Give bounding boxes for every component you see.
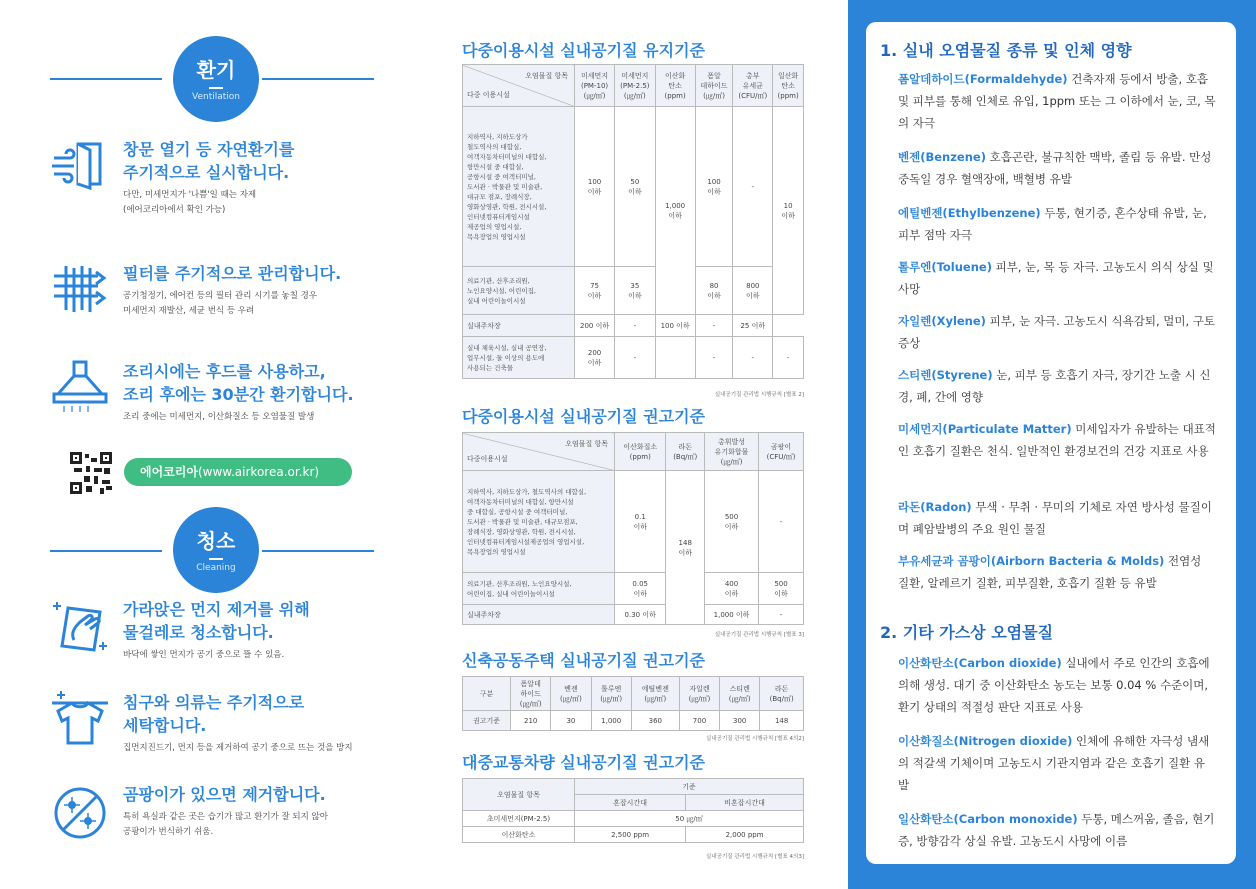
laundry-shirt-icon	[50, 691, 110, 751]
table3-cell: 1,000	[591, 711, 631, 731]
table1-row4-label: 실내 체육시설, 실내 공연장, 업무시설, 둘 이상의 용도에 사용되는 건축물	[463, 337, 575, 379]
table3-cell: 360	[631, 711, 679, 731]
table1-col-bacteria: 총부 유세균 (CFU/㎥)	[733, 65, 773, 107]
table4-title: 대중교통차량 실내공기질 권고기준	[462, 753, 705, 772]
table2-col-no2: 이산화질소 (ppm)	[615, 433, 666, 471]
table2-col-mold: 곰팡이 (CFU/㎥)	[759, 433, 804, 471]
airkorea-link-url: (www.airkorea.or.kr)	[197, 465, 320, 479]
left-column	[0, 0, 430, 889]
airkorea-link-name: 에어코리아	[140, 465, 198, 479]
info-item: 톨루엔(Toluene) 피부, 눈, 목 등 자극. 고농도시 의식 상실 및 사망	[898, 260, 1214, 296]
info-item: 일산화탄소(Carbon monoxide) 두통, 메스꺼움, 졸음, 현기증, 방향감각 상실 유발. 고농도시 사망에 이름	[898, 812, 1215, 848]
clean-item-mold-desc: 특히 욕실과 같은 곳은 습기가 많고 환기가 잘 되지 않아 공팡이가 번식하기 쉬움.	[123, 812, 328, 837]
table3-cell: 148	[760, 711, 804, 731]
clean-item-mop-desc: 바닥에 쌓인 먼지가 공기 중으로 뜰 수 있음.	[123, 650, 285, 660]
table1-cell: -	[733, 107, 773, 267]
table1-col-pm10: 미세먼지 (PM-10) (㎍/㎥)	[575, 65, 615, 107]
table1-cell: 75 이하	[575, 267, 615, 315]
ventilation-badge	[173, 36, 259, 122]
table4-cell: 2,000 ppm	[686, 827, 804, 843]
table2-cell: 0.30 이하	[615, 605, 666, 625]
table2-col-voc: 총휘발성 유기화합물 (㎍/㎥)	[705, 433, 759, 471]
table2-cell: 0.1 이하	[615, 471, 666, 573]
table3-cell: 700	[679, 711, 719, 731]
table2-cell: 1,000 이하	[705, 605, 759, 625]
vent-item-natural-desc: 다만, 미세먼지가 '나쁨'일 때는 자제 (에어코리아에서 확인 가능)	[123, 190, 257, 215]
table1-corner: 오염물질 항목 다중 이용시설	[463, 65, 575, 107]
table1-cell: -	[615, 315, 655, 337]
table3-cell: 210	[511, 711, 551, 731]
cleaning-badge	[173, 507, 259, 593]
table2-cell: 500 이하	[759, 573, 804, 605]
table4-sub-offpeak: 비혼잡시간대	[686, 795, 804, 811]
filter-icon	[50, 262, 110, 322]
table1-cell	[655, 337, 695, 379]
table4-cell: 초미세먼지(PM-2.5)	[463, 811, 575, 827]
table3-head: 벤젠 (㎍/㎥)	[551, 677, 591, 711]
section1-heading: 1. 실내 오염물질 종류 및 인체 영향	[880, 41, 1132, 60]
table1	[462, 64, 804, 379]
table3-head: 에틸벤젠 (㎍/㎥)	[631, 677, 679, 711]
table4	[462, 778, 804, 843]
info-item: 라돈(Radon) 무색 · 무취 · 무미의 기체로 자연 방사성 물질이며 폐암발병의 주요 원인 물질	[898, 500, 1212, 536]
info-item: 자일렌(Xylene) 피부, 눈 자극. 고농도시 식욕감퇴, 멀미, 구토 증상	[898, 314, 1215, 350]
ventilation-divider-right	[262, 78, 374, 80]
cleaning-title: 청소	[196, 529, 236, 553]
table1-col-pm25: 미세먼지 (PM-2.5) (㎍/㎥)	[615, 65, 655, 107]
range-hood-icon	[50, 360, 110, 420]
table2	[462, 432, 804, 625]
table1-cell: 35 이하	[615, 267, 655, 315]
clean-item-laundry-desc: 집먼지진드기, 먼지 등을 제거하여 공기 중으로 뜨는 것을 방지	[123, 743, 353, 753]
table1-cell: 800 이하	[733, 267, 773, 315]
table1-row2-label: 의료기관, 산후조리원, 노인요양시설, 어린이집, 실내 어린이놀이시설	[463, 267, 575, 315]
table1-cell: 100 이하	[655, 315, 695, 337]
table1-cell: -	[733, 337, 773, 379]
table2-row1-label: 지하역사, 지하도상가, 철도역사의 대합실, 여객자동차터미널의 대합실, 항만시설 중 대합실, 공항시설 중 여객터미널, 도서관 · 박물관 및 미술관, 대규모점포, 장례식장, 영화상영관, 학원, 전시시설, 인터넷컴퓨터게임시설제공업의 영업시설, 목욕장업의 영업시설	[463, 471, 615, 573]
table3-head: 구분	[463, 677, 511, 711]
vent-item-hood-desc: 조리 중에는 미세먼지, 이산화질소 등 오염물질 발생	[123, 412, 315, 422]
table2-row3-label: 실내주차장	[463, 605, 615, 625]
ventilation-title: 환기	[196, 58, 236, 82]
info-item: 미세먼지(Particulate Matter) 미세입자가 유발하는 대표적인 호흡기 질환은 천식. 일반적인 환경보건의 건강 지표로 사용	[898, 422, 1216, 458]
clean-item-laundry-head: 침구와 의류는 주기적으로 세탁합니다.	[123, 693, 305, 735]
vent-item-filter-desc: 공기청정기, 에어컨 등의 필터 관리 시기를 놓칠 경우 미세먼지 재발산, 세균 번식 등 우려	[123, 291, 318, 316]
ventilation-subtitle: Ventilation	[192, 92, 240, 102]
airkorea-link-button[interactable]	[124, 458, 352, 486]
vent-item-filter-head: 필터를 주기적으로 관리합니다.	[123, 264, 342, 283]
table1-cell: 80 이하	[695, 267, 733, 315]
table3-head: 톨루엔 (㎍/㎥)	[591, 677, 631, 711]
table2-title: 다중이용시설 실내공기질 권고기준	[462, 407, 705, 426]
table2-row2-label: 의료기관, 산후조리원, 노인요양시설, 어린이집, 실내 어린이놀이시설	[463, 573, 615, 605]
table3	[462, 676, 804, 731]
table3-head: 스티렌 (㎍/㎥)	[720, 677, 760, 711]
table3-cell: 300	[720, 711, 760, 731]
wet-mop-hand-icon	[50, 598, 110, 658]
table3-title: 신축공동주택 실내공기질 권고기준	[462, 651, 705, 670]
info-item: 부유세균과 곰팡이(Airborn Bacteria & Molds) 전염성 질환, 알레르기 질환, 피부질환, 호흡기 질환 등 유발	[898, 554, 1202, 590]
table1-cell: -	[773, 337, 804, 379]
table1-cell: 50 이하	[615, 107, 655, 267]
table3-head: 폼알데 하이드 (㎍/㎥)	[511, 677, 551, 711]
table1-note: 실내공기질 관리법 시행규칙 [별표 2]	[714, 392, 804, 398]
table3-cell: 권고기준	[463, 711, 511, 731]
table1-cell: -	[615, 337, 655, 379]
section2-heading: 2. 기타 가스상 오염물질	[880, 623, 1054, 642]
clean-item-mold-head: 곰팡이가 있으면 제거합니다.	[123, 785, 326, 804]
mold-icon	[50, 783, 110, 843]
info-item: 에틸벤젠(Ethylbenzene) 두통, 현기증, 혼수상태 유발, 눈, 피부 점막 자극	[898, 206, 1207, 242]
ventilation-divider-left	[50, 78, 162, 80]
table1-cell: -	[695, 315, 733, 337]
info-item: 이산화질소(Nitrogen dioxide) 인체에 유해한 자극성 냄새의 적갈색 기체이며 고농도시 기관지염과 같은 호흡기 질환 유발	[898, 734, 1210, 792]
cleaning-subtitle: Cleaning	[196, 563, 236, 573]
table2-cell-radon: 148 이하	[666, 471, 705, 625]
table3-head: 자일렌 (㎍/㎥)	[679, 677, 719, 711]
table4-col-item: 오염물질 항목	[463, 779, 575, 811]
table2-note: 실내공기질 관리법 시행규칙 [별표 3]	[714, 632, 804, 638]
info-item: 이산화탄소(Carbon dioxide) 실내에서 주로 인간의 호흡에 의해 생성. 대기 중 이산화탄소 농도는 보통 0.04 % 수준이며, 환기 상태의 적절성 판단 지표로 사용	[898, 656, 1210, 714]
table1-col-co2: 이산화 탄소 (ppm)	[655, 65, 695, 107]
table1-cell: 100 이하	[695, 107, 733, 267]
table1-cell: 200 이하	[575, 337, 615, 379]
table2-cell: -	[759, 605, 804, 625]
info-item: 폼알데하이드(Formaldehyde) 건축자재 등에서 방출, 호흡 및 피부를 통해 인체로 유입, 1ppm 또는 그 이하에서 눈, 코, 목의 자극	[898, 72, 1216, 130]
window-wind-icon	[50, 138, 110, 198]
table4-cell: 50 ㎍/㎥	[575, 811, 804, 827]
table2-cell: 400 이하	[705, 573, 759, 605]
table2-col-radon: 라돈 (Bq/㎥)	[666, 433, 705, 471]
right-info-card	[866, 22, 1236, 864]
table2-corner: 오염물질 항목 다중이용시설	[463, 433, 615, 471]
table1-cell: -	[695, 337, 733, 379]
info-item: 스티렌(Styrene) 눈, 피부 등 호흡기 자극, 장기간 노출 시 신경, 폐, 간에 영향	[898, 368, 1211, 404]
table3-note: 실내공기질 관리법 시행규칙 [별표 4의2]	[706, 736, 804, 742]
table4-note: 실내공기질 관리법 시행규칙 [별표 4의3]	[706, 854, 804, 860]
table1-cell: 25 이하	[733, 315, 773, 337]
table1-row3-label: 실내주차장	[463, 315, 575, 337]
table1-row1-label: 지하역사, 지하도상가 철도역사의 대합실, 여객자동차터미널의 대합실, 항만시설 중 대합실, 공항시설 중 여객터미널, 도서관 · 박물관 및 미술관, 대규모 점포, 장례식장, 영화상영관, 학원, 전시시설, 인터넷컴퓨터게임시설 제공업의 영업시설, 목욕장업의 영업시설	[463, 107, 575, 267]
table4-sub-peak: 혼잡시간대	[575, 795, 686, 811]
qr-code-icon[interactable]	[70, 452, 112, 494]
clean-item-mop-head: 가라앉은 먼지 제거를 위해 물걸레로 청소합니다.	[123, 600, 310, 642]
table2-cell: 500 이하	[705, 471, 759, 573]
table1-title: 다중이용시설 실내공기질 유지기준	[462, 41, 705, 60]
vent-item-hood-head: 조리시에는 후드를 사용하고, 조리 후에는 30분간 환기합니다.	[123, 362, 354, 404]
table4-group: 기준	[575, 779, 804, 795]
table1-cell-co: 10 이하	[773, 107, 804, 315]
table4-cell: 2,500 ppm	[575, 827, 686, 843]
table2-cell: -	[759, 471, 804, 573]
info-item: 벤젠(Benzene) 호흡곤란, 불규칙한 맥박, 졸림 등 유발. 만성중독일 경우 혈액장애, 백혈병 유발	[898, 150, 1212, 186]
table4-cell: 이산화탄소	[463, 827, 575, 843]
cleaning-divider-right	[262, 550, 374, 552]
table1-cell-co2: 1,000 이하	[655, 107, 695, 315]
table1-cell: 200 이하	[575, 315, 615, 337]
table1-col-hcho: 폼알 데하이드 (㎍/㎥)	[695, 65, 733, 107]
table2-cell: 0.05 이하	[615, 573, 666, 605]
table3-cell: 30	[551, 711, 591, 731]
table1-col-co: 일산화 탄소 (ppm)	[773, 65, 804, 107]
vent-item-natural-head: 창문 열기 등 자연환기를 주기적으로 실시합니다.	[123, 140, 295, 182]
table3-head: 라돈 (Bq/㎥)	[760, 677, 804, 711]
table1-cell: 100 이하	[575, 107, 615, 267]
cleaning-divider-left	[50, 550, 162, 552]
